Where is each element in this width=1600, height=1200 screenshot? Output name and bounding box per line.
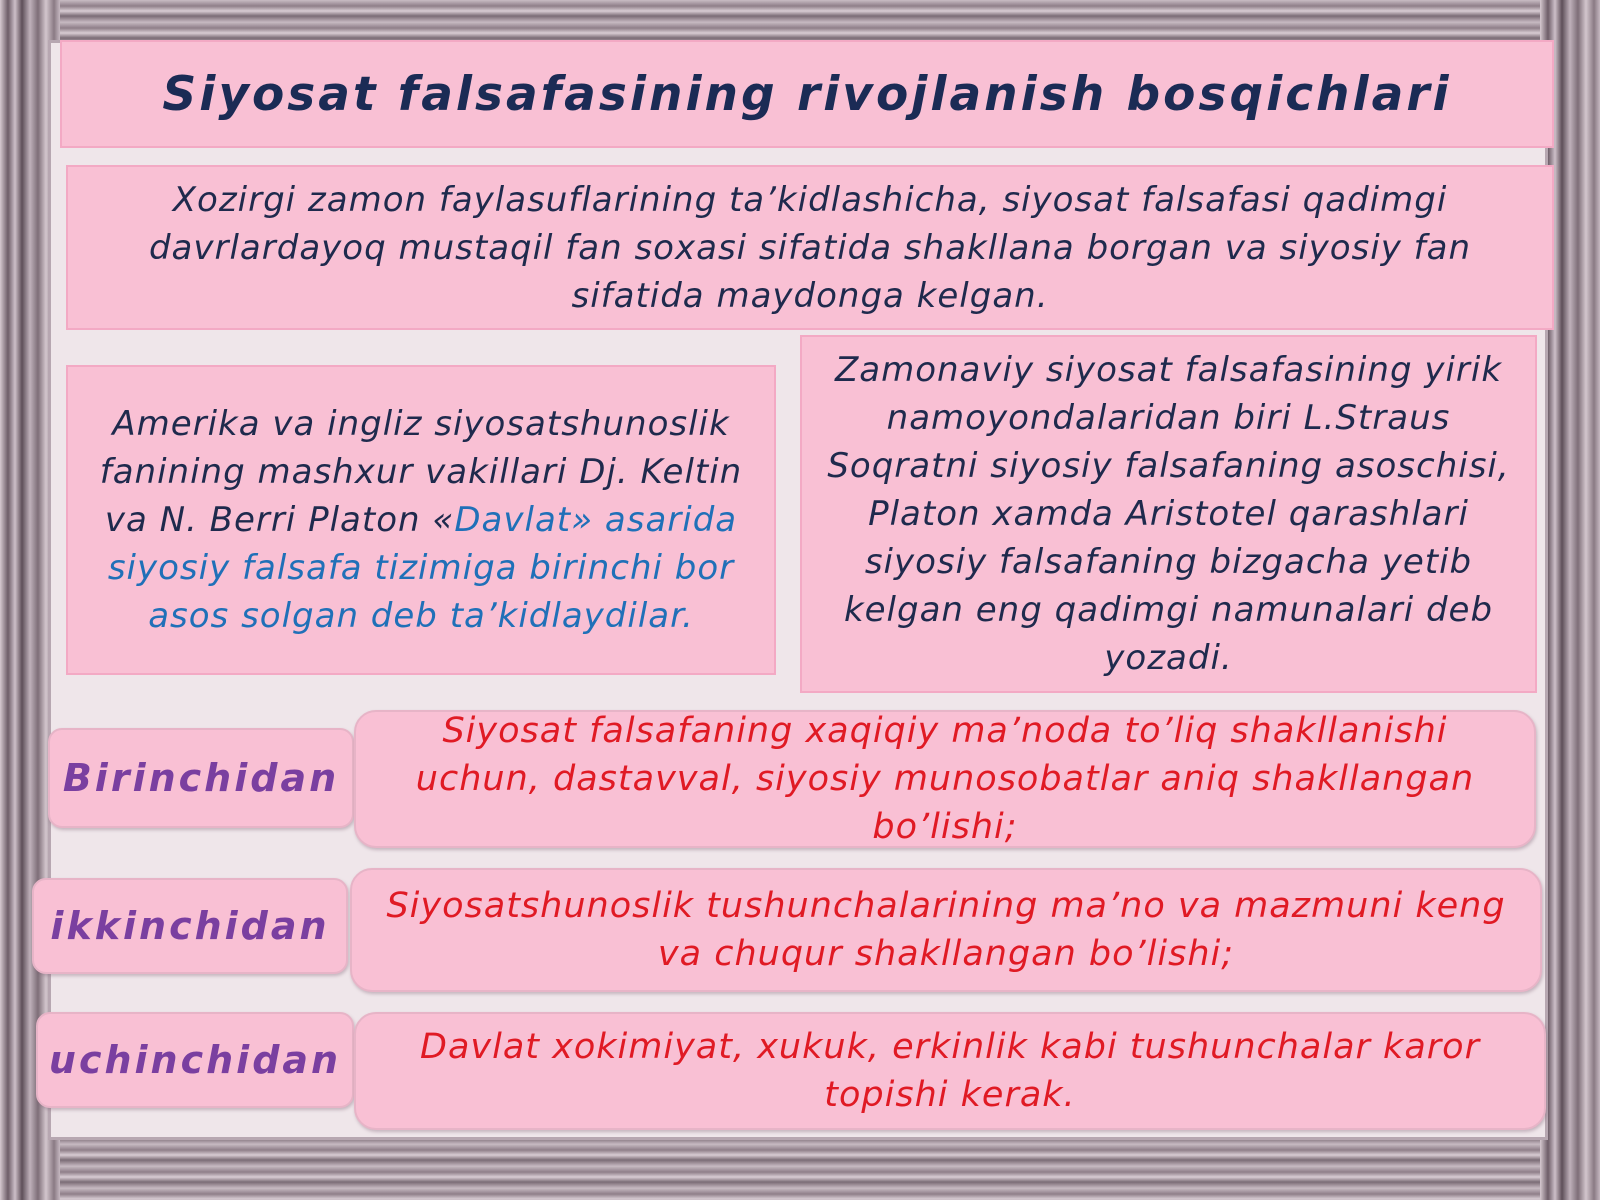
left-quote-text-part1: Amerika va ingliz siyosatshunoslik fanining mashxur vakillari Dj. Keltin va N. Berri Platon « [99, 404, 743, 540]
label-first [48, 728, 354, 828]
slide-title: Siyosat falsafasining rivojlanish bosqichlari [162, 66, 1452, 122]
label-second-text: ikkinchidan [50, 904, 330, 948]
intro-box [66, 165, 1554, 330]
left-quote-text-highlight: Davlat» asarida siyosiy falsafa tizimiga birinchi bor asos solgan deb ta’kidlaydilar. [107, 500, 738, 636]
label-second [32, 878, 348, 974]
intro-text: Xozirgi zamon faylasuflarining ta’kidlashicha, siyosat falsafasi qadimgi davrlardayoq mustaqil fan soxasi sifatida shakllana borgan va siyosiy fan sifatida maydonga kelgan. [148, 179, 1472, 316]
item-third [354, 1012, 1546, 1130]
left-quote-box [66, 365, 776, 675]
right-quote-box [800, 335, 1537, 693]
left-quote-text [86, 400, 756, 640]
item-second-text: Siyosatshunoslik tushunchalarining ma’no va mazmuni keng va chuqur shakllangan bo’lishi; [386, 886, 1506, 974]
label-third-text: uchinchidan [48, 1038, 342, 1082]
item-third-text: Davlat xokimiyat, xukuk, erkinlik kabi tushunchalar karor topishi kerak. [420, 1027, 1480, 1115]
item-second [350, 868, 1542, 992]
title-box [60, 40, 1554, 148]
label-first-text: Birinchidan [62, 756, 340, 800]
label-third [36, 1012, 354, 1108]
right-quote-text: Zamonaviy siyosat falsafasining yirik namoyondalaridan biri L.Straus Soqratni siyosiy falsafaning asoschisi, Platon xamda Aristotel qarashlari siyosiy falsafaning bizgacha yetib kelgan eng qadimgi namunalari deb yozadi. [827, 350, 1510, 678]
item-first-text: Siyosat falsafaning xaqiqiy ma’noda to’liq shakllanishi uchun, dastavval, siyosiy munosobatlar aniq shakllangan bo’lishi; [415, 711, 1475, 847]
item-first [354, 710, 1536, 848]
